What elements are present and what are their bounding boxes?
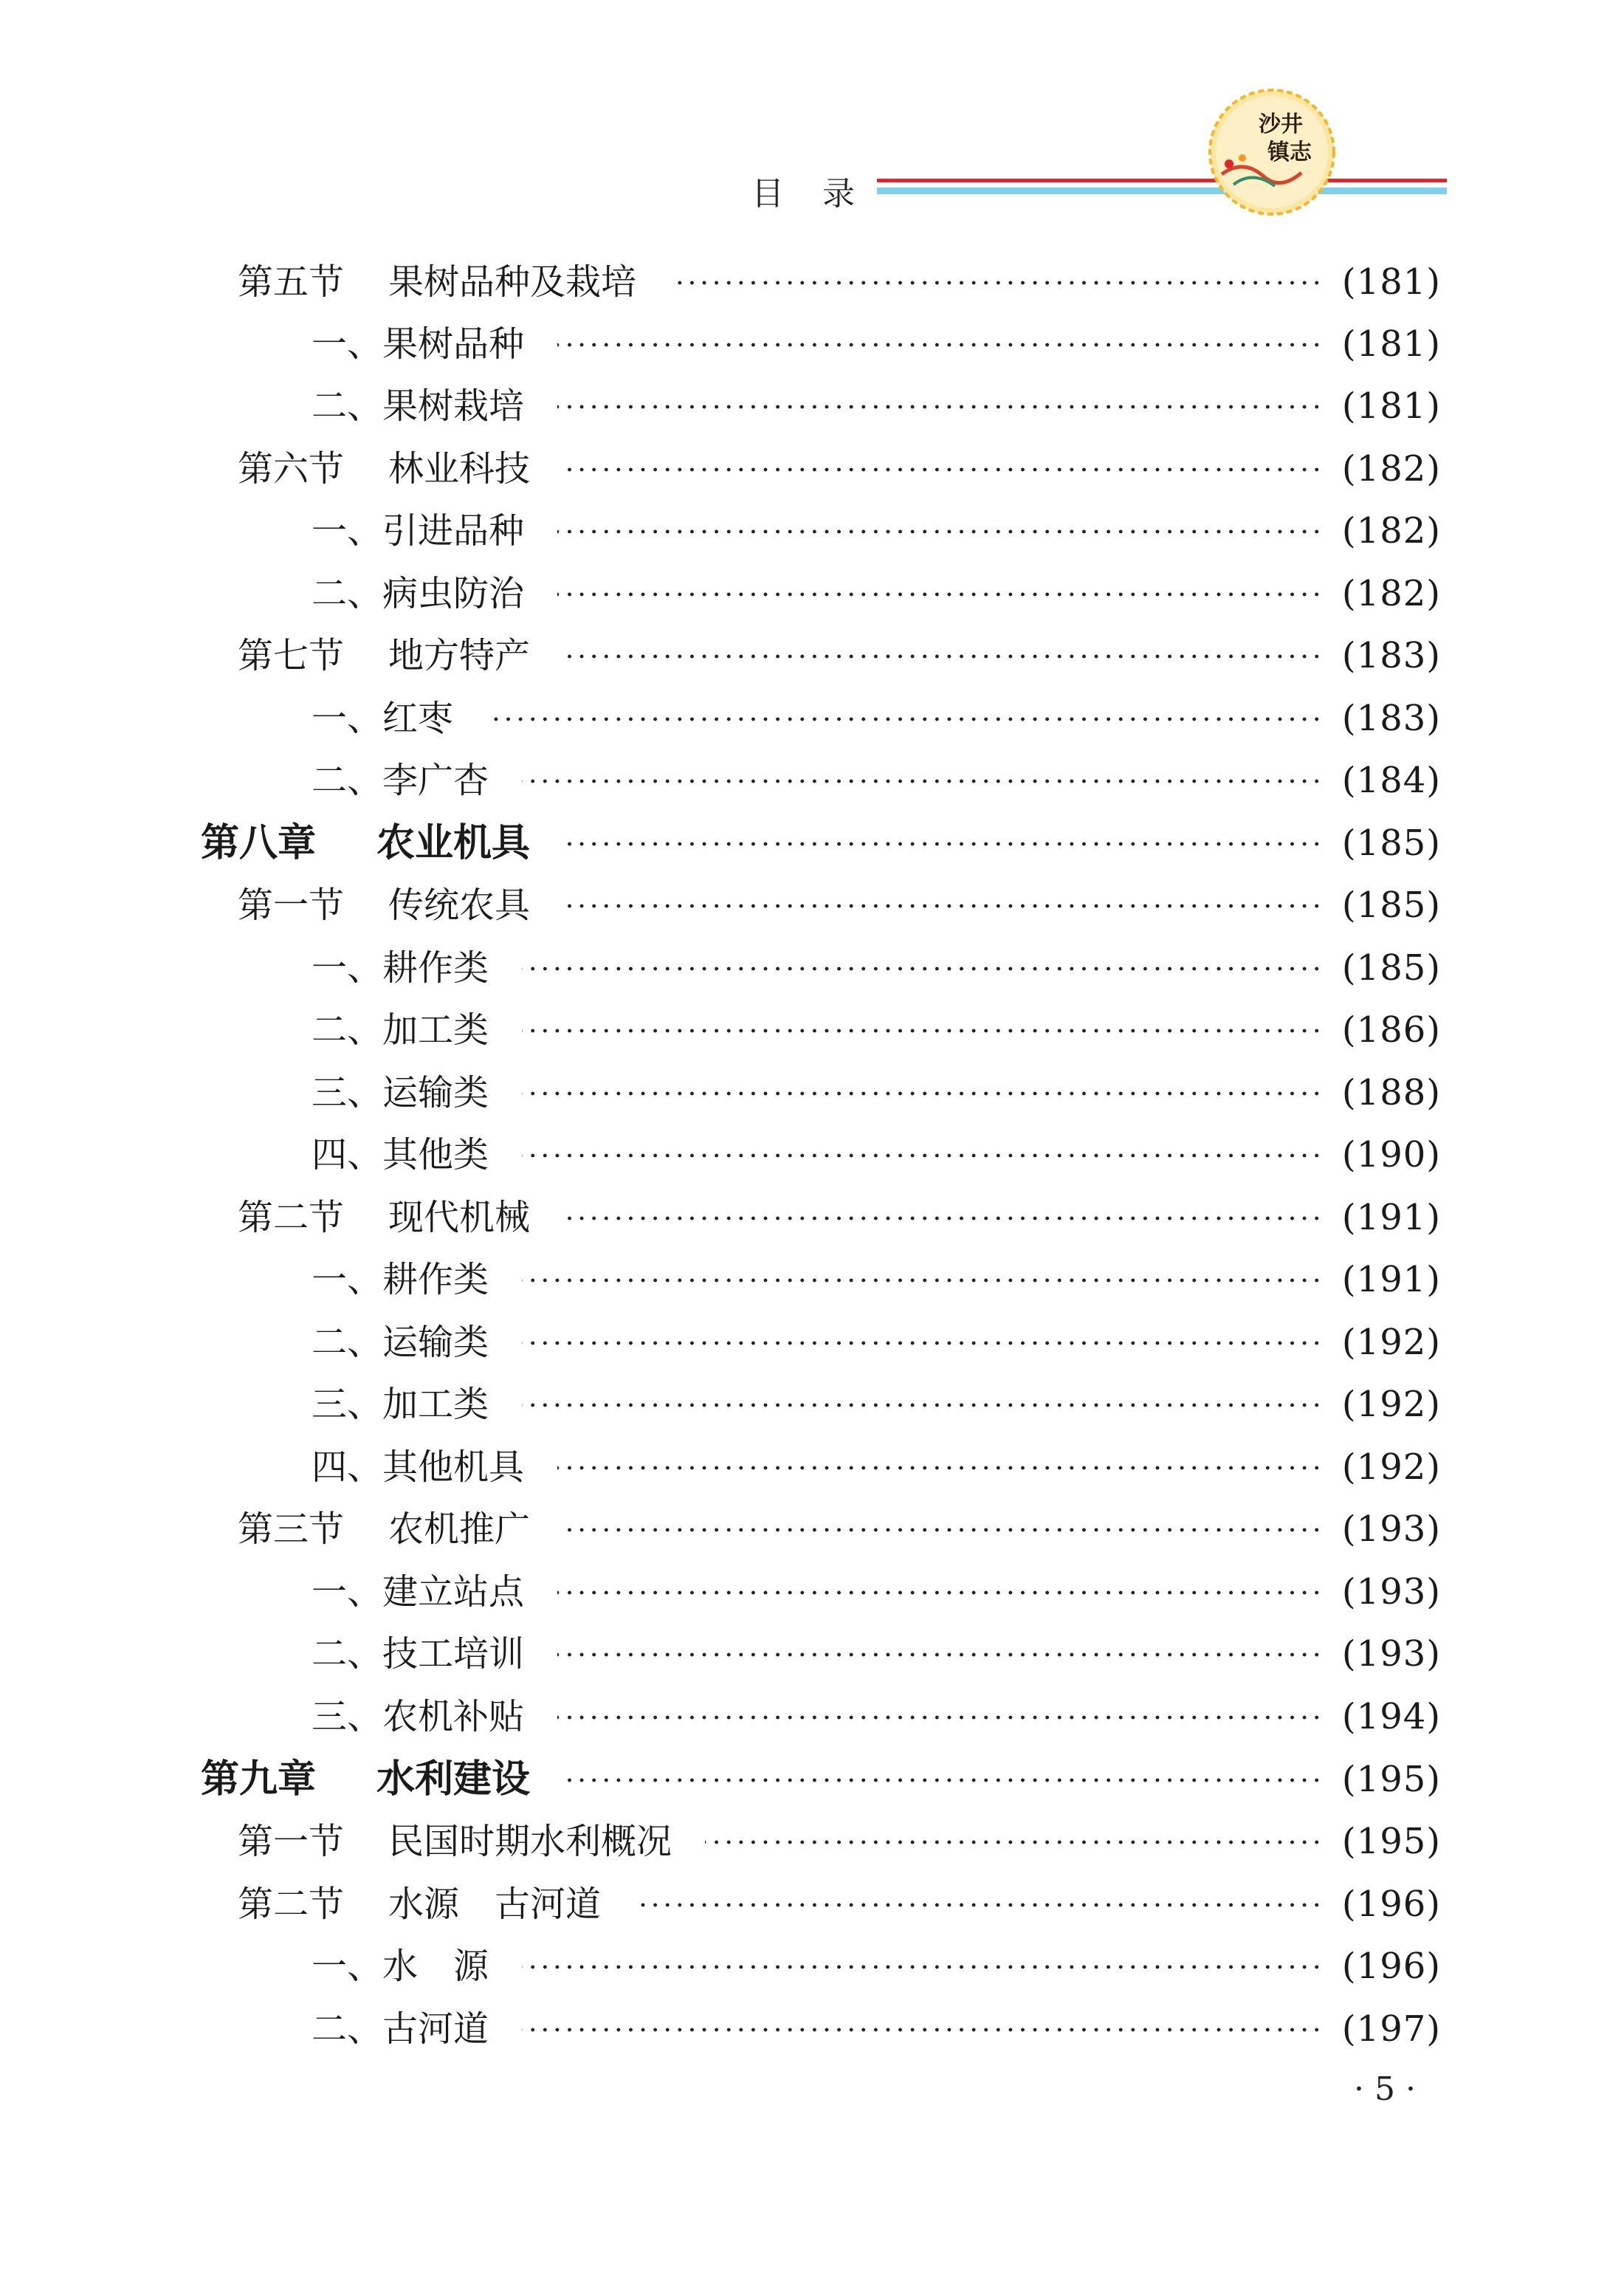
toc-entry-item: [0, 1998, 1624, 2060]
toc-page-number: (182): [1341, 448, 1441, 490]
toc-leader-dots: [522, 1278, 1323, 1283]
toc-page-number: (184): [1341, 760, 1441, 801]
toc-leader-dots: [522, 779, 1323, 783]
toc-leader-dots: [557, 1466, 1323, 1470]
header-rule-gap: [877, 183, 1447, 187]
toc-entry-number: 第八章: [201, 821, 317, 865]
toc-page-number: (185): [1341, 823, 1441, 864]
toc-entry-section: [0, 251, 1624, 313]
header-title-char-1: 目: [751, 175, 788, 213]
toc-entry-title: 三、加工类: [312, 1384, 489, 1425]
toc-leader-dots: [563, 842, 1323, 846]
toc-entry-title: 一、红枣: [312, 698, 454, 739]
toc-leader-dots: [563, 1528, 1323, 1532]
toc-leader-dots: [522, 1965, 1323, 1969]
toc-leader-dots: [563, 1216, 1323, 1221]
toc-leader-dots: [557, 1715, 1323, 1720]
toc-entry-title: 一、耕作类: [312, 947, 489, 989]
toc-entry-item: [0, 937, 1624, 999]
toc-page-number: (191): [1341, 1197, 1441, 1238]
toc-leader-dots: [522, 1029, 1323, 1033]
toc-leader-dots: [522, 1403, 1323, 1407]
toc-entry-section: [0, 1498, 1624, 1560]
toc-page-number: (196): [1341, 1946, 1441, 1987]
toc-entry-number: 第五节: [238, 261, 345, 303]
toc-entry-number: 第一节: [238, 1821, 345, 1862]
toc-entry-title: 二、运输类: [312, 1322, 489, 1363]
toc-entry-item: [0, 1686, 1624, 1748]
toc-entry-item: [0, 1062, 1624, 1124]
toc-entry-title: 一、耕作类: [312, 1259, 489, 1300]
toc-entry-title: 二、技工培训: [312, 1633, 525, 1675]
toc-entry-item: [0, 749, 1624, 811]
toc-entry-item: [0, 999, 1624, 1061]
toc-leader-dots: [563, 467, 1323, 472]
toc-leader-dots: [563, 1778, 1323, 1782]
toc-leader-dots: [670, 281, 1323, 285]
toc-page-number: (188): [1341, 1072, 1441, 1113]
toc-entry-number: 第一节: [238, 885, 345, 926]
seal-logo: [1207, 87, 1337, 217]
toc-entry-item: [0, 1311, 1624, 1373]
toc-entry-title: 三、运输类: [312, 1072, 489, 1113]
header-rule-red: [877, 179, 1447, 182]
toc-page-number: (182): [1341, 573, 1441, 614]
toc-leader-dots: [563, 654, 1323, 659]
toc-entry-title: 林业科技: [388, 448, 531, 490]
toc-page-number: (193): [1341, 1571, 1441, 1613]
toc-entry-number: 第六节: [238, 448, 345, 490]
toc-page-number: (183): [1341, 635, 1441, 676]
toc-entry-title: 一、引进品种: [312, 510, 525, 552]
toc-page-number: (191): [1341, 1259, 1441, 1300]
page-number: · 5 ·: [1354, 2070, 1416, 2108]
toc-page-number: (190): [1341, 1134, 1441, 1175]
toc-page-number: (196): [1341, 1884, 1441, 1925]
toc-entry-section: [0, 1187, 1624, 1249]
toc-entry-title: 水利建设: [376, 1757, 531, 1802]
toc-leader-dots: [557, 1590, 1323, 1595]
toc-page-number: (185): [1341, 947, 1441, 989]
toc-page-number: (181): [1341, 385, 1441, 427]
toc-entry-title: 水源 古河道: [388, 1884, 602, 1925]
toc-entry-section: [0, 625, 1624, 687]
toc-entry-item: [0, 1124, 1624, 1186]
toc-page-number: (182): [1341, 510, 1441, 552]
header-rule-blue: [877, 188, 1447, 194]
toc-entry-title: 一、果树品种: [312, 323, 525, 365]
toc-page-number: (181): [1341, 261, 1441, 303]
toc-leader-dots: [705, 1840, 1323, 1844]
toc-page-number: (197): [1341, 2008, 1441, 2050]
toc-entry-item: [0, 1436, 1624, 1498]
header-title: [751, 167, 859, 214]
toc-entry-number: 第九章: [201, 1757, 317, 1802]
toc-entry-item: [0, 375, 1624, 437]
toc-entry-number: 第三节: [238, 1508, 345, 1550]
toc-entry-item: [0, 500, 1624, 562]
toc-entry-title: 民国时期水利概况: [388, 1821, 672, 1862]
toc-entry-item: [0, 563, 1624, 625]
toc-entry-title: 农业机具: [376, 821, 531, 865]
toc-leader-dots: [563, 904, 1323, 908]
toc-entry-title: 地方特产: [388, 635, 531, 676]
toc-entry-title: 果树品种及栽培: [388, 261, 637, 303]
toc-leader-dots: [522, 2028, 1323, 2032]
toc-page-number: (185): [1341, 885, 1441, 926]
toc-leader-dots: [522, 967, 1323, 971]
toc-page-number: (183): [1341, 698, 1441, 739]
toc-page-number: (192): [1341, 1322, 1441, 1363]
toc-leader-dots: [522, 1153, 1323, 1158]
toc-entry-title: 二、病虫防治: [312, 573, 525, 614]
toc-entry-title: 四、其他机具: [312, 1446, 525, 1488]
toc-entry-chapter: [0, 812, 1624, 874]
toc-entry-chapter: [0, 1748, 1624, 1810]
toc-page-number: (195): [1341, 1759, 1441, 1800]
toc-entry-item: [0, 1561, 1624, 1623]
toc-page-number: (194): [1341, 1696, 1441, 1737]
toc-entry-item: [0, 1373, 1624, 1435]
toc-page-number: (193): [1341, 1508, 1441, 1550]
toc-entry-item: [0, 1249, 1624, 1311]
toc-page-number: (186): [1341, 1009, 1441, 1051]
toc-entry-title: 二、李广杏: [312, 760, 489, 801]
toc-entry-number: 第二节: [238, 1884, 345, 1925]
toc-leader-dots: [557, 592, 1323, 597]
toc-page-number: (193): [1341, 1633, 1441, 1675]
toc-entry-item: [0, 313, 1624, 375]
toc-entry-title: 四、其他类: [312, 1134, 489, 1175]
toc-page-number: (181): [1341, 323, 1441, 365]
seal-text-line1: 沙井: [1259, 111, 1303, 137]
seal-text-line2: 镇志: [1267, 140, 1312, 165]
toc-entry-number: 第七节: [238, 635, 345, 676]
toc-entry-title: 一、水 源: [312, 1946, 489, 1987]
toc-leader-dots: [557, 1652, 1323, 1657]
toc-entry-title: 农机推广: [388, 1508, 531, 1550]
toc-entry-title: 二、古河道: [312, 2008, 489, 2050]
toc-entry-section: [0, 874, 1624, 936]
toc-leader-dots: [486, 717, 1323, 721]
toc-page-number: (192): [1341, 1446, 1441, 1488]
toc-leader-dots: [634, 1903, 1323, 1907]
toc-entry-section: [0, 438, 1624, 500]
toc-leader-dots: [522, 1341, 1323, 1345]
toc-leader-dots: [522, 1091, 1323, 1096]
header-title-char-2: 录: [822, 175, 859, 213]
toc-leader-dots: [557, 529, 1323, 534]
toc-entry-item: [0, 1623, 1624, 1685]
toc-entry-section: [0, 1810, 1624, 1872]
toc-entry-number: 第二节: [238, 1197, 345, 1238]
toc-entry-item: [0, 1935, 1624, 1997]
toc-entry-title: 一、建立站点: [312, 1571, 525, 1613]
toc-page-number: (192): [1341, 1384, 1441, 1425]
toc-entry-section: [0, 1873, 1624, 1935]
toc-page-number: (195): [1341, 1821, 1441, 1862]
toc-entry-title: 二、果树栽培: [312, 385, 525, 427]
toc-entry-title: 三、农机补贴: [312, 1696, 525, 1737]
toc-entry-item: [0, 687, 1624, 749]
toc-entry-title: 现代机械: [388, 1197, 531, 1238]
toc-leader-dots: [557, 343, 1323, 347]
toc-entry-title: 二、加工类: [312, 1009, 489, 1051]
toc-leader-dots: [557, 405, 1323, 409]
toc-entry-title: 传统农具: [388, 885, 531, 926]
